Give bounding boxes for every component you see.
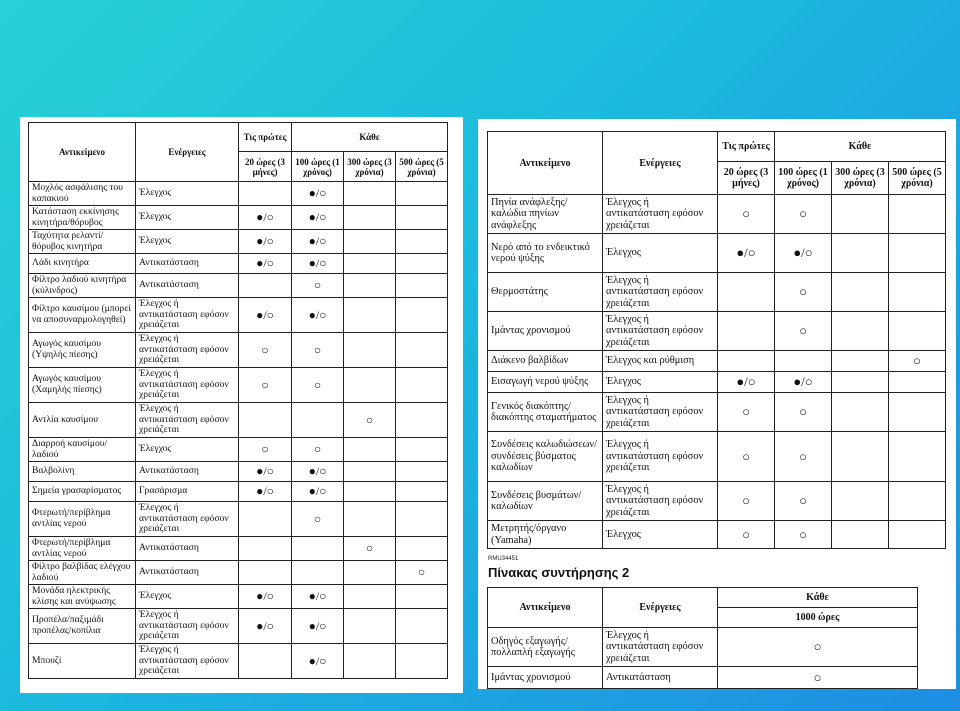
- maintenance-table-1b: [487, 131, 946, 549]
- interval-mark-cell: ○: [718, 393, 775, 432]
- interval-mark-cell: ○: [344, 403, 396, 438]
- item-cell: Θερμοστάτης: [488, 273, 603, 312]
- interval-mark-cell: ○: [889, 351, 946, 372]
- interval-mark-cell: [396, 403, 448, 438]
- action-cell: Έλεγχος: [136, 182, 239, 206]
- interval-mark-cell: ○: [775, 482, 832, 521]
- interval-mark-cell: [832, 312, 889, 351]
- table-row: [29, 537, 448, 561]
- interval-mark-cell: ○: [775, 273, 832, 312]
- action-cell: Έλεγχος ή αντικατάσταση εφόσον χρειάζεται: [603, 273, 718, 312]
- interval-mark-cell: [344, 438, 396, 462]
- table-row: [488, 667, 918, 689]
- action-cell: Έλεγχος ή αντικατάσταση εφόσον χρειάζεται: [136, 333, 239, 368]
- interval-mark-cell: ●/○: [775, 372, 832, 393]
- item-cell: Φτερωτή/περίβλημα αντλίας νερού: [29, 537, 136, 561]
- item-cell: Οδηγός εξαγωγής/ πολλαπλή εξαγωγής: [488, 628, 603, 667]
- interval-mark-cell: [239, 182, 292, 206]
- action-cell: Έλεγχος: [136, 585, 239, 609]
- interval-mark-cell: [239, 561, 292, 585]
- item-cell: Φίλτρο λαδιού κινητήρα (κύλινδρος): [29, 274, 136, 298]
- interval-mark-cell: [344, 274, 396, 298]
- interval-mark-cell: ○: [292, 438, 344, 462]
- interval-mark-cell: [775, 351, 832, 372]
- table-row: [488, 393, 946, 432]
- interval-mark-cell: [889, 234, 946, 273]
- action-cell: Αντικατάσταση: [136, 274, 239, 298]
- table-row: [29, 502, 448, 537]
- interval-mark-cell: [396, 254, 448, 274]
- interval-mark-cell: [396, 206, 448, 230]
- interval-mark-cell: ●/○: [292, 230, 344, 254]
- interval-mark-cell: ○: [239, 368, 292, 403]
- interval-mark-cell: ●/○: [292, 298, 344, 333]
- interval-mark-cell: [292, 403, 344, 438]
- header-100h: 100 ώρες (1 χρόνος): [292, 152, 344, 182]
- table-row: [29, 609, 448, 644]
- interval-mark-cell: ○: [775, 393, 832, 432]
- interval-mark-cell: ○: [718, 432, 775, 482]
- header-item: Αντικείμενο: [29, 123, 136, 182]
- action-cell: Έλεγχος ή αντικατάσταση εφόσον χρειάζεται: [136, 368, 239, 403]
- table-row: [29, 403, 448, 438]
- action-cell: Έλεγχος ή αντικατάσταση εφόσον χρειάζεται: [603, 628, 718, 667]
- interval-mark-cell: [832, 234, 889, 273]
- interval-mark-cell: [239, 403, 292, 438]
- interval-mark-cell: ○: [344, 537, 396, 561]
- item-cell: Κατάσταση εκκίνησης κινητήρα/θόρυβος: [29, 206, 136, 230]
- interval-mark-cell: [832, 273, 889, 312]
- action-cell: Έλεγχος ή αντικατάσταση εφόσον χρειάζεται: [136, 609, 239, 644]
- action-cell: Αντικατάσταση: [136, 561, 239, 585]
- interval-mark-cell: [292, 537, 344, 561]
- table-row: [29, 230, 448, 254]
- interval-mark-cell: [396, 182, 448, 206]
- document-code: RMU34451: [488, 556, 519, 562]
- table-row: [488, 521, 946, 549]
- interval-mark-cell: ●/○: [292, 609, 344, 644]
- header-20h: 20 ώρες (3 μήνες): [718, 162, 775, 195]
- interval-mark-cell: [396, 537, 448, 561]
- header-300h: 300 ώρες (3 χρόνια): [344, 152, 396, 182]
- table-row: [29, 298, 448, 333]
- item-cell: Διαρροή καυσίμου/ λαδιού: [29, 438, 136, 462]
- item-cell: Συνδέσεις καλωδιώσεων/ συνδέσεις βύσματος καλωδίων: [488, 432, 603, 482]
- interval-mark-cell: [344, 368, 396, 403]
- interval-mark-cell: [718, 312, 775, 351]
- interval-mark-cell: ●/○: [239, 462, 292, 482]
- table-row: [488, 273, 946, 312]
- interval-mark-cell: ○: [775, 432, 832, 482]
- item-cell: Μπουζί: [29, 644, 136, 679]
- action-cell: Έλεγχος ή αντικατάσταση εφόσον χρειάζεται: [603, 432, 718, 482]
- table-row: [488, 234, 946, 273]
- interval-mark-cell: [239, 537, 292, 561]
- action-cell: Αντικατάσταση: [136, 462, 239, 482]
- header-1000h: 1000 ώρες: [718, 608, 918, 628]
- interval-mark-cell: [396, 298, 448, 333]
- interval-mark-cell: [889, 521, 946, 549]
- interval-mark-cell: [292, 561, 344, 585]
- interval-mark-cell: ●/○: [239, 482, 292, 502]
- interval-mark-cell: [832, 393, 889, 432]
- table-2-title: Πίνακας συντήρησης 2: [488, 565, 630, 580]
- interval-mark-cell: ●/○: [292, 644, 344, 679]
- table-row: [29, 482, 448, 502]
- interval-mark-cell: [344, 254, 396, 274]
- table-row: [29, 206, 448, 230]
- header-actions: Ενέργειες: [603, 132, 718, 195]
- interval-mark-cell: [344, 333, 396, 368]
- action-cell: Έλεγχος ή αντικατάσταση εφόσον χρειάζεται: [136, 298, 239, 333]
- interval-mark-cell: [344, 462, 396, 482]
- item-cell: Σημεία γρασαρίσματος: [29, 482, 136, 502]
- header-20h: 20 ώρες (3 μήνες): [239, 152, 292, 182]
- table-row: [488, 482, 946, 521]
- header-item: Αντικείμενο: [488, 588, 603, 628]
- item-cell: Βαλβολίνη: [29, 462, 136, 482]
- interval-mark-cell: ●/○: [292, 254, 344, 274]
- maintenance-sheet-right: [478, 119, 956, 689]
- interval-mark-cell: [889, 312, 946, 351]
- interval-mark-cell: ●/○: [292, 482, 344, 502]
- interval-mark-cell: ●/○: [292, 462, 344, 482]
- interval-mark-cell: ●/○: [292, 206, 344, 230]
- action-cell: Έλεγχος ή αντικατάσταση εφόσον χρειάζεται: [603, 393, 718, 432]
- header-every: Κάθε: [292, 123, 448, 152]
- action-cell: Έλεγχος ή αντικατάσταση εφόσον χρειάζεται: [136, 502, 239, 537]
- interval-mark-cell: [396, 644, 448, 679]
- interval-mark-cell: [889, 432, 946, 482]
- interval-mark-cell: [396, 274, 448, 298]
- action-cell: Έλεγχος: [603, 234, 718, 273]
- item-cell: Αγωγός καυσίμου (Χαμηλής πίεσης): [29, 368, 136, 403]
- interval-mark-cell: [344, 206, 396, 230]
- maintenance-table-1a: [28, 122, 448, 679]
- interval-mark-cell: ●/○: [292, 182, 344, 206]
- item-cell: Φίλτρο βαλβίδας ελέγχου λαδιού: [29, 561, 136, 585]
- maintenance-sheet-left: [20, 117, 463, 693]
- table-row: [29, 585, 448, 609]
- header-actions: Ενέργειες: [603, 588, 718, 628]
- table-row: [29, 182, 448, 206]
- interval-mark-cell: [396, 438, 448, 462]
- interval-mark-cell: ○: [292, 274, 344, 298]
- interval-mark-cell: [889, 273, 946, 312]
- interval-mark-cell: ○: [718, 628, 918, 667]
- interval-mark-cell: [344, 585, 396, 609]
- table-row: [29, 333, 448, 368]
- item-cell: Φτερωτή/περίβλημα αντλίας νερού: [29, 502, 136, 537]
- header-300h: 300 ώρες (3 χρόνια): [832, 162, 889, 195]
- action-cell: Έλεγχος και ρύθμιση: [603, 351, 718, 372]
- table-row: [488, 432, 946, 482]
- header-100h: 100 ώρες (1 χρόνος): [775, 162, 832, 195]
- interval-mark-cell: [344, 502, 396, 537]
- interval-mark-cell: [832, 482, 889, 521]
- interval-mark-cell: ●/○: [239, 230, 292, 254]
- table-row: [29, 462, 448, 482]
- maintenance-table-2: [487, 587, 918, 689]
- action-cell: Γρασάρισμα: [136, 482, 239, 502]
- item-cell: Αντλία καυσίμου: [29, 403, 136, 438]
- interval-mark-cell: ○: [718, 195, 775, 234]
- interval-mark-cell: ●/○: [775, 234, 832, 273]
- interval-mark-cell: [396, 230, 448, 254]
- action-cell: Αντικατάσταση: [603, 667, 718, 689]
- interval-mark-cell: [344, 561, 396, 585]
- interval-mark-cell: ○: [718, 521, 775, 549]
- interval-mark-cell: [344, 230, 396, 254]
- table-row: [488, 628, 918, 667]
- action-cell: Έλεγχος ή αντικατάσταση εφόσον χρειάζεται: [603, 482, 718, 521]
- action-cell: Έλεγχος: [136, 206, 239, 230]
- interval-mark-cell: [832, 195, 889, 234]
- header-500h: 500 ώρες (5 χρόνια): [889, 162, 946, 195]
- table-row: [488, 351, 946, 372]
- interval-mark-cell: ●/○: [292, 585, 344, 609]
- interval-mark-cell: [832, 521, 889, 549]
- header-first: Τις πρώτες: [718, 132, 775, 162]
- item-cell: Γενικός διακόπτης/ διακόπτης σταματήματος: [488, 393, 603, 432]
- action-cell: Έλεγχος: [136, 230, 239, 254]
- item-cell: Διάκενο βαλβίδων: [488, 351, 603, 372]
- table-row: [488, 372, 946, 393]
- item-cell: Πηνία ανάφλεξης/ καλώδια πηνίων ανάφλεξης: [488, 195, 603, 234]
- interval-mark-cell: [889, 393, 946, 432]
- item-cell: Αγωγός καυσίμου (Υψηλής πίεσης): [29, 333, 136, 368]
- item-cell: Ιμάντας χρονισμού: [488, 312, 603, 351]
- action-cell: Έλεγχος ή αντικατάσταση εφόσον χρειάζεται: [603, 312, 718, 351]
- table-row: [488, 195, 946, 234]
- interval-mark-cell: [396, 609, 448, 644]
- interval-mark-cell: [344, 482, 396, 502]
- action-cell: Αντικατάσταση: [136, 254, 239, 274]
- interval-mark-cell: ●/○: [239, 585, 292, 609]
- table-row: [29, 274, 448, 298]
- interval-mark-cell: [344, 298, 396, 333]
- interval-mark-cell: [718, 273, 775, 312]
- interval-mark-cell: [889, 372, 946, 393]
- action-cell: Έλεγχος: [603, 521, 718, 549]
- action-cell: Έλεγχος ή αντικατάσταση εφόσον χρειάζεται: [136, 403, 239, 438]
- interval-mark-cell: ●/○: [718, 372, 775, 393]
- interval-mark-cell: [832, 372, 889, 393]
- action-cell: Έλεγχος: [603, 372, 718, 393]
- interval-mark-cell: ○: [775, 521, 832, 549]
- interval-mark-cell: [344, 609, 396, 644]
- table-row: [29, 368, 448, 403]
- interval-mark-cell: [832, 432, 889, 482]
- interval-mark-cell: [889, 482, 946, 521]
- item-cell: Νερό από το ενδεικτικό νερού ψύξης: [488, 234, 603, 273]
- interval-mark-cell: ●/○: [239, 609, 292, 644]
- action-cell: Αντικατάσταση: [136, 537, 239, 561]
- interval-mark-cell: [832, 351, 889, 372]
- interval-mark-cell: ●/○: [718, 234, 775, 273]
- header-every: Κάθε: [775, 132, 946, 162]
- interval-mark-cell: ○: [292, 368, 344, 403]
- interval-mark-cell: [239, 644, 292, 679]
- interval-mark-cell: [718, 351, 775, 372]
- action-cell: Έλεγχος ή αντικατάσταση εφόσον χρειάζεται: [603, 195, 718, 234]
- interval-mark-cell: ○: [396, 561, 448, 585]
- interval-mark-cell: ○: [718, 667, 918, 689]
- interval-mark-cell: [239, 274, 292, 298]
- item-cell: Λάδι κινητήρα: [29, 254, 136, 274]
- action-cell: Έλεγχος: [136, 438, 239, 462]
- item-cell: Ταχύτητα ρελαντί/ θόρυβος κινητήρα: [29, 230, 136, 254]
- item-cell: Μοχλός ασφάλισης του καπακιού: [29, 182, 136, 206]
- interval-mark-cell: ●/○: [239, 206, 292, 230]
- item-cell: Φίλτρο καυσίμου (μπορεί να αποσυναρμολογηθεί): [29, 298, 136, 333]
- interval-mark-cell: ○: [292, 502, 344, 537]
- interval-mark-cell: [396, 482, 448, 502]
- action-cell: Έλεγχος ή αντικατάσταση εφόσον χρειάζεται: [136, 644, 239, 679]
- interval-mark-cell: [889, 195, 946, 234]
- item-cell: Προπέλα/παξιμάδι προπέλας/κοπίλια: [29, 609, 136, 644]
- interval-mark-cell: ○: [718, 482, 775, 521]
- interval-mark-cell: [239, 502, 292, 537]
- header-500h: 500 ώρες (5 χρόνια): [396, 152, 448, 182]
- item-cell: Μετρητής/όργανο (Yamaha): [488, 521, 603, 549]
- interval-mark-cell: ●/○: [239, 298, 292, 333]
- interval-mark-cell: ○: [775, 312, 832, 351]
- interval-mark-cell: [344, 644, 396, 679]
- table-row: [29, 561, 448, 585]
- item-cell: Συνδέσεις βυσμάτων/ καλωδίων: [488, 482, 603, 521]
- header-every: Κάθε: [718, 588, 918, 608]
- table-row: [29, 438, 448, 462]
- interval-mark-cell: [396, 462, 448, 482]
- header-item: Αντικείμενο: [488, 132, 603, 195]
- header-first: Τις πρώτες: [239, 123, 292, 152]
- interval-mark-cell: [396, 585, 448, 609]
- table-row: [29, 644, 448, 679]
- interval-mark-cell: ○: [292, 333, 344, 368]
- interval-mark-cell: ○: [239, 333, 292, 368]
- interval-mark-cell: ○: [775, 195, 832, 234]
- interval-mark-cell: ●/○: [239, 254, 292, 274]
- item-cell: Μονάδα ηλεκτρικής κλίσης και ανύψωσης: [29, 585, 136, 609]
- interval-mark-cell: [344, 182, 396, 206]
- header-actions: Ενέργειες: [136, 123, 239, 182]
- interval-mark-cell: [396, 368, 448, 403]
- table-row: [488, 312, 946, 351]
- item-cell: Εισαγωγή νερού ψύξης: [488, 372, 603, 393]
- table-row: [29, 254, 448, 274]
- interval-mark-cell: ○: [239, 438, 292, 462]
- interval-mark-cell: [396, 502, 448, 537]
- item-cell: Ιμάντας χρονισμού: [488, 667, 603, 689]
- interval-mark-cell: [396, 333, 448, 368]
